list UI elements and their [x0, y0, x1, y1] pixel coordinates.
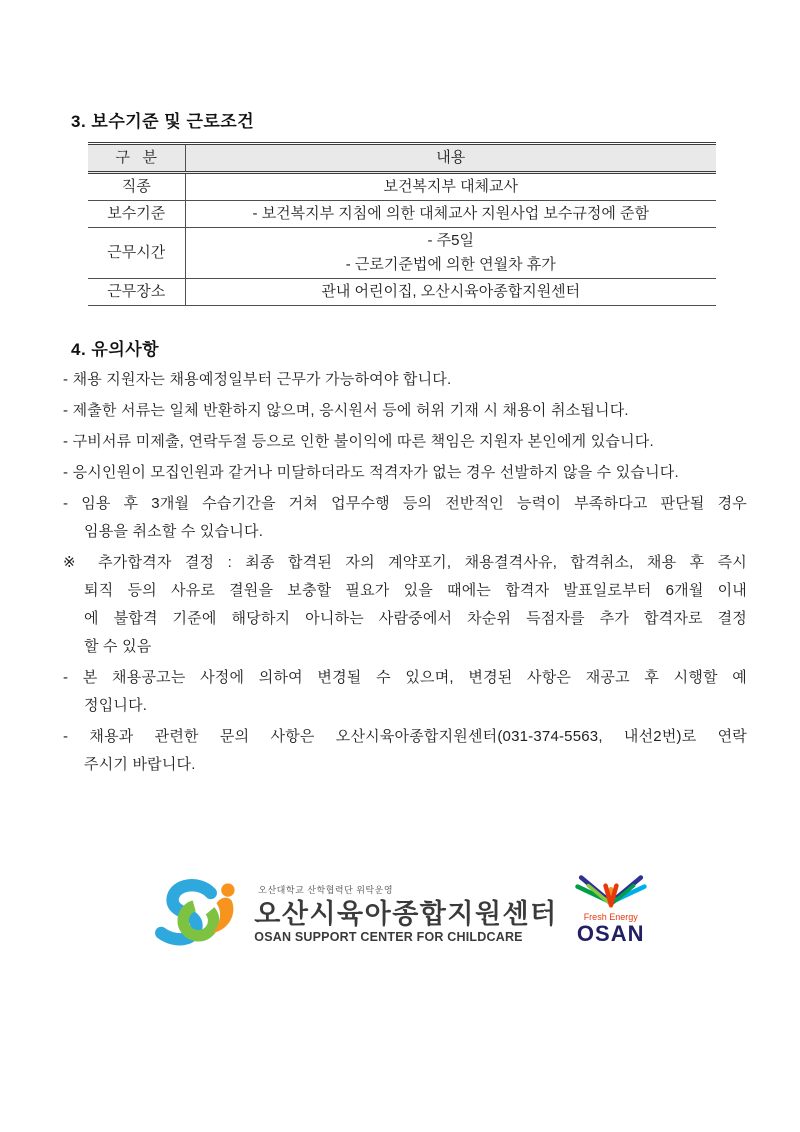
- note-line: ※ 추가합격자 결정 : 최종 합격된 자의 계약포기, 채용결격사유, 합격취소, 채용 후 즉시: [63, 554, 747, 571]
- note-item: [63, 664, 747, 720]
- row-content-line: 보건복지부 대체교사: [383, 178, 519, 195]
- section4: [63, 335, 747, 782]
- city-slogan: Fresh Energy: [583, 912, 638, 922]
- note-line: 퇴직 등의 사유로 결원을 보충할 필요가 있을 때에는 합격자 발표일로부터 6개월 이내: [84, 582, 747, 599]
- note-item: [63, 428, 747, 456]
- note-line: - 응시인원이 모집인원과 같거나 미달하더라도 적격자가 없는 경우 선발하지 않을 수 있습니다.: [63, 464, 679, 481]
- note-line: - 채용과 관련한 문의 사항은 오산시육아종합지원센터(031-374-5563, 내선2번)로 연락: [63, 728, 747, 745]
- row-content-line: - 근로기준법에 의한 연월차 휴가: [345, 256, 556, 273]
- note-item: [63, 549, 747, 661]
- work-conditions-table-body: [88, 173, 716, 306]
- table-row: [88, 279, 716, 306]
- notes-list: [63, 366, 747, 779]
- table-row: [88, 228, 716, 279]
- row-content: [185, 279, 716, 306]
- osan-city-logo: [568, 873, 654, 947]
- row-content-line: - 주5일: [427, 232, 474, 249]
- note-line: 할 수 있음: [84, 638, 152, 655]
- note-line: - 제출한 서류는 일체 반환하지 않으며, 응시원서 등에 허위 기재 시 채용이 취소됩니다.: [63, 402, 629, 419]
- table-row: [88, 173, 716, 201]
- childcare-center-mark-icon: [146, 877, 246, 947]
- row-content-line: - 보건복지부 지침에 의한 대체교사 지원사업 보수규정에 준함: [252, 205, 649, 222]
- table-row: [88, 201, 716, 228]
- note-line: - 구비서류 미제출, 연락두절 등으로 인한 불이익에 따른 책임은 지원자 본인에게 있습니다.: [63, 433, 654, 450]
- org-name-english: OSAN SUPPORT CENTER FOR CHILDCARE: [254, 930, 523, 944]
- osan-wings-icon: [568, 873, 654, 911]
- org-name-block: [254, 883, 557, 947]
- city-name: OSAN: [576, 921, 645, 946]
- note-line: 에 불합격 기준에 해당하지 아니하는 사람중에서 차순위 득점자를 추가 합격자로 결정: [84, 610, 747, 627]
- note-line: 임용을 취소할 수 있습니다.: [84, 523, 264, 540]
- note-line: - 임용 후 3개월 수습기간을 거쳐 업무수행 등의 전반적인 능력이 부족하다고 판단될 경우: [63, 495, 747, 512]
- operator-note: 오산대학교 산학협력단 위탁운영: [258, 885, 394, 895]
- row-label: 보수기준: [88, 201, 185, 228]
- row-label: 근무시간: [88, 228, 185, 279]
- table-header-category: 구 분: [88, 144, 185, 173]
- section3-title: 3. 보수기준 및 근로조건: [71, 112, 255, 131]
- mark-person-head: [222, 883, 235, 896]
- table-header-content: 내용: [185, 144, 716, 173]
- section4-title: 4. 유의사항: [71, 340, 160, 359]
- row-label: 직종: [88, 173, 185, 201]
- note-line: - 본 채용공고는 사정에 의하여 변경될 수 있으며, 변경된 사항은 재공고 후 시행할 예: [63, 669, 747, 686]
- work-conditions-table: [88, 142, 716, 306]
- row-label: 근무장소: [88, 279, 185, 306]
- table-header-row: [88, 144, 716, 173]
- note-item: [63, 459, 747, 487]
- row-content-line: 관내 어린이집, 오산시육아종합지원센터: [321, 283, 581, 300]
- footer-logo: [0, 873, 800, 947]
- note-item: [63, 723, 747, 779]
- note-item: [63, 397, 747, 425]
- row-content: [185, 201, 716, 228]
- org-name-korean: 오산시육아종합지원센터: [254, 899, 558, 929]
- row-content: [185, 173, 716, 201]
- note-item: [63, 366, 747, 394]
- note-line: 주시기 바랍니다.: [84, 756, 196, 773]
- row-content: [185, 228, 716, 279]
- note-item: [63, 490, 747, 546]
- note-line: 정입니다.: [84, 697, 148, 714]
- note-line: - 채용 지원자는 채용예정일부터 근무가 가능하여야 합니다.: [63, 371, 452, 388]
